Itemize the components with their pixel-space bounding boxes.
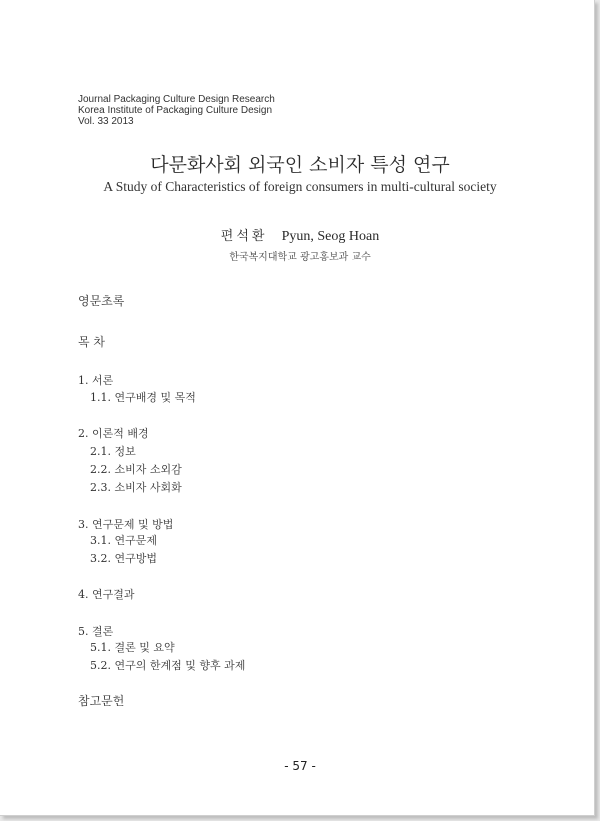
toc-section-3-1: 3.1. 연구문제 [90,534,157,547]
journal-publisher: Korea Institute of Packaging Culture Design [78,105,272,116]
toc-section-2: 2. 이론적 배경 [78,427,149,440]
paper-title-english: A Study of Characteristics of foreign consumers in multi-cultural society [103,179,497,194]
toc-section-5: 5. 결론 [78,625,114,638]
toc-heading: 목 차 [78,335,105,349]
paper-title-korean: 다문화사회 외국인 소비자 특성 연구 [150,154,450,176]
toc-references: 참고문헌 [78,694,125,708]
author-affiliation: 한국복지대학교 광고홍보과 교수 [229,252,371,263]
journal-info [78,94,275,127]
toc-section-5-1: 5.1. 결론 및 요약 [90,641,175,654]
toc-section-4: 4. 연구결과 [78,588,135,601]
toc-section-1-1: 1.1. 연구배경 및 목적 [90,391,196,404]
toc-section-3-2: 3.2. 연구방법 [90,552,157,565]
toc-section-3: 3. 연구문제 및 방법 [78,518,174,531]
journal-volume: Vol. 33 2013 [78,116,134,127]
toc-section-5-2: 5.2. 연구의 한계점 및 향후 과제 [90,659,246,672]
toc-section-2-3: 2.3. 소비자 사회화 [90,481,182,494]
author-name-english: Pyun, Seog Hoan [281,229,380,244]
toc-section-2-2: 2.2. 소비자 소외감 [90,463,182,476]
author-line [0,225,600,245]
toc-abstract: 영문초록 [78,294,125,308]
toc-section-1: 1. 서론 [78,374,114,387]
toc-section-2-1: 2.1. 정보 [90,445,136,458]
page-number: - 57 - [284,759,316,773]
author-name-korean: 편석환 [220,229,268,244]
journal-name: Journal Packaging Culture Design Research [78,94,275,105]
